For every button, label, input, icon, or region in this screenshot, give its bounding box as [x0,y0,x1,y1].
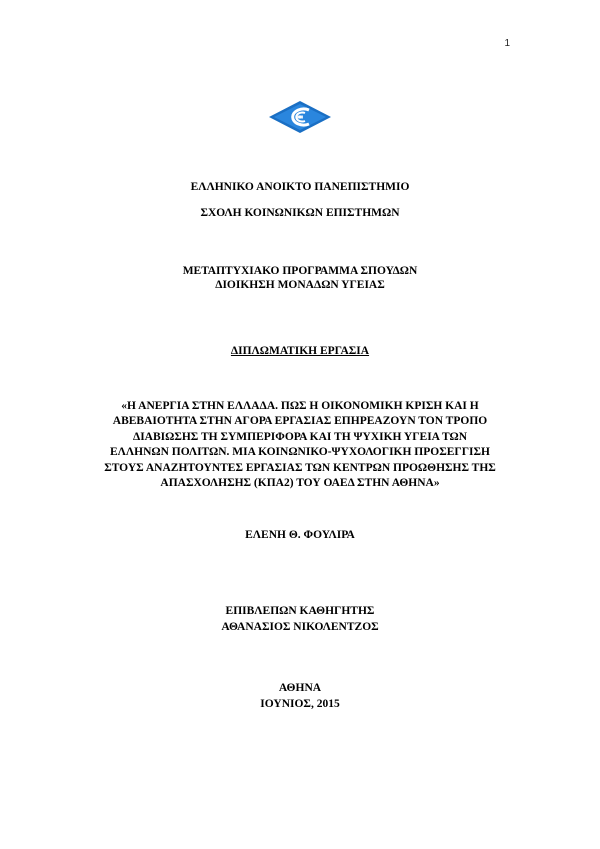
city: ΑΘΗΝΑ [278,682,322,694]
thesis-title [86,399,514,491]
thesis-title-line: ΑΒΕΒΑΙΟΤΗΤΑ ΣΤΗΝ ΑΓΟΡΑ ΕΡΓΑΣΙΑΣ ΕΠΗΡΕΑΖΟΥΝ ΤΟΝ ΤΡΟΠΟ [112,415,488,428]
eap-logo-icon [268,100,332,134]
school-name: ΣΧΟΛΗ ΚΟΙΝΩΝΙΚΩΝ ΕΠΙΣΤΗΜΩΝ [200,207,400,219]
date: ΙΟΥΝΙΟΣ, 2015 [260,698,340,710]
university-name: ΕΛΛΗΝΙΚΟ ΑΝΟΙΚΤΟ ΠΑΝΕΠΙΣΤΗΜΙΟ [190,181,410,193]
author-name: ΕΛΕΝΗ Θ. ΦΟΥΛΙΡΑ [245,529,355,541]
thesis-title-line: ΑΠΑΣΧΟΛΗΣΗΣ (ΚΠΑ2) ΤΟΥ ΟΑΕΔ ΣΤΗΝ ΑΘΗΝΑ» [160,477,440,490]
thesis-title-line: ΣΤΟΥΣ ΑΝΑΖΗΤΟΥΝΤΕΣ ΕΡΓΑΣΙΑΣ ΤΩΝ ΚΕΝΤΡΩΝ ΠΡΟΩΘΗΣΗΣ ΤΗΣ [104,461,496,474]
thesis-type: ΔΙΠΛΩΜΑΤΙΚΗ ΕΡΓΑΣΙΑ [230,345,370,357]
supervisor-name: ΑΘΑΝΑΣΙΟΣ ΝΙΚΟΛΕΝΤΖΟΣ [221,621,379,633]
thesis-title-line: ΕΛΛΗΝΩΝ ΠΟΛΙΤΩΝ. ΜΙΑ ΚΟΙΝΩΝΙΚΟ-ΨΥΧΟΛΟΓΙΚΗ ΠΡΟΣΕΓΓΙΣΗ [110,446,490,459]
thesis-title-line: «Η ΑΝΕΡΓΙΑ ΣΤΗΝ ΕΛΛΑΔΑ. ΠΩΣ Η ΟΙΚΟΝΟΜΙΚΗ ΚΡΙΣΗ ΚΑΙ Η [121,400,479,412]
thesis-title-line: ΔΙΑΒΙΩΣΗΣ ΤΗ ΣΥΜΠΕΡΙΦΟΡΑ ΚΑΙ ΤΗ ΨΥΧΙΚΗ ΥΓΕΙΑ ΤΩΝ [133,430,467,443]
supervisor-label: ΕΠΙΒΛΕΠΩΝ ΚΑΘΗΓΗΤΗΣ [225,605,375,617]
program-subtitle: ΔΙΟΙΚΗΣΗ ΜΟΝΑΔΩΝ ΥΓΕΙΑΣ [215,279,385,291]
program-title: ΜΕΤΑΠΤΥΧΙΑΚΟ ΠΡΟΓΡΑΜΜΑ ΣΠΟΥΔΩΝ [182,265,418,277]
page-number: 1 [504,38,510,49]
